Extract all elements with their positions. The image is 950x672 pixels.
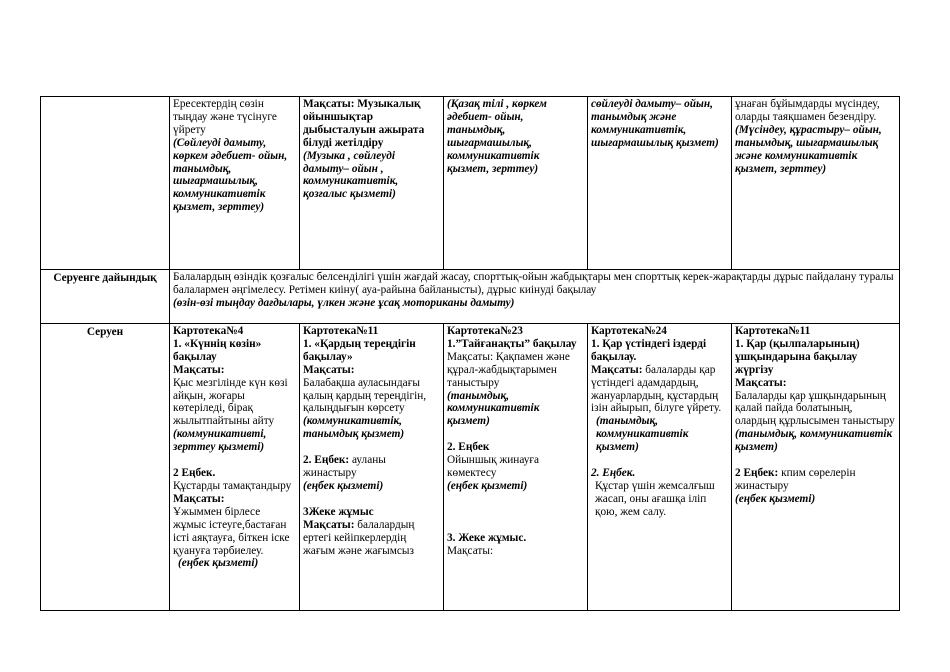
row-label-preparation: Серуенге дайындық [41,270,170,324]
activity-note: (коммуникативтік, танымдық қызмет) [303,415,405,441]
card-number: Картотека№24 [591,325,667,337]
card-title: 1.”Тайғанақты” бақылау [447,337,577,350]
labor-text: Құстарды тамақтандыру [173,479,292,492]
goal-label: Мақсаты: [303,518,355,531]
individual-work-heading: 3. Жеке жұмыс. [447,531,527,544]
row1-label-cell [41,97,170,270]
labor-text: Ойыншық жинауға көмектесу [447,454,540,480]
goal-text: Балаларды қар ұшқындарының қалай пайда болатының, олардың құрлысымен таныстыру [735,389,895,428]
labor-text: ауланы жинастыру [303,454,386,480]
activity-note: (еңбек қызметі) [735,492,816,505]
goal-label: Мақсаты: [591,363,643,376]
row1-cell-6 [732,97,900,270]
activity-note: (танымдық, коммуникативтік қызмет) [447,389,540,428]
cell-activity: сөйлеуді дамыту– ойын, танымдық және коммуникативтік, шығармашылық қызмет) [591,98,719,149]
goal-label: Мақсаты: [173,492,225,505]
labor-heading: 2 Еңбек. [173,467,216,480]
preparation-text: Балалардың өзіндік қозғалыс белсенділігі үшін жағдай жасау, спорттық-ойын жабдықтары мен спорттық керек-жарақтарды дұрыс пайдалану туралы балалармен әңгімелесу. Ретімен киіну( ауа-райына байланысты), дұрыс киінуді бақылау [173,271,894,296]
goal-text: Ұжыммен бірлесе жұмыс істеуге,бастаған істі аяқтауға, біткен іске қуануға тәрбиелеу. [173,505,290,557]
goal-text: Мақсаты: Қақпамен және құрал-жабдықтарымен таныстыру [447,350,570,389]
card-title: 1. «Күннің көзін» бақылау [173,337,262,363]
walk-cell-2 [300,324,444,611]
individual-work-heading: 3Жеке жұмыс [303,505,374,518]
card-title: 1. «Қардың тереңдігін бақылау» [303,337,416,363]
goal-text: Қыс мезгілінде күн көзі айқын, жоғары көтеріледі, бірақ жылытпайтыны айту [173,376,288,428]
card-number: Картотека№11 [303,325,379,337]
preparation-cell [170,270,900,324]
cell-activity: (Мүсіндеу, құрастыру– ойын, танымдық, шығармашылық және коммуникативтік қызмет, зерттеу) [735,123,882,175]
goal-text: балаларды қар үстіндегі адамдардың, жануарлардың, құстардың ізін айырып, білуге үйрету. [591,363,722,415]
row1-cell-4 [444,97,588,270]
card-title: 1. Қар (қылпаларының) ұшқындарына бақылау жүргізу [735,337,860,376]
activity-note: (еңбек қызметі) [303,479,384,492]
activity-note: (еңбек қызметі) [178,557,259,570]
walk-cell-1 [170,324,300,611]
table-row [41,324,900,611]
cell-activity: (Музыка , сөйлеуді дамыту– ойын , коммуникативтік, қозғалыс қызметі) [303,149,399,201]
cell-goal: Мақсаты: Музыкалық ойыншықтар дыбысталуын ажырата білуді жетілдіру [303,98,425,149]
row1-cell-2 [170,97,300,270]
activity-note: (танымдық, коммуникативтік қызмет) [735,428,893,454]
goal-text: Балабақша ауласындағы қалың қардың тереңдігін, қалыңдығын көрсету [303,376,427,415]
row1-cell-3 [300,97,444,270]
plan-table [40,96,900,611]
table-row [41,97,900,270]
activity-note: (коммуникативті, зерттеу қызметі) [173,428,267,454]
goal-text: Мақсаты: [447,544,494,557]
table-row [41,270,900,324]
card-number: Картотека№23 [447,325,523,337]
goal-text: балалардың ертегі кейіпкерлердің жағым және жағымсыз [303,518,415,557]
card-number: Картотека№4 [173,325,244,337]
cell-text: Ересектердің сөзін тыңдау және түсінуге үйрету [173,98,277,136]
activity-note: (танымдық, коммуникативтік қызмет) [596,415,689,454]
goal-label: Мақсаты: [303,363,355,376]
preparation-activity: (өзін-өзі тыңдау дағдылары, үлкен және ұсақ моториканы дамыту) [173,296,515,309]
row-label-walk: Серуен [41,324,170,611]
walk-cell-3 [444,324,588,611]
labor-text: кпим сөрелерін жинастыру [735,467,856,492]
cell-activity: (Сөйлеуді дамыту, көркем әдебиет- ойын, танымдық, шығармашылық, коммуникативтік қызмет, зерттеу) [173,136,288,214]
labor-heading: 2. Еңбек. [591,467,636,480]
cell-text: ұнаған бұйымдарды мүсіндеу, оларды таяқшамен безендіру. [735,98,880,123]
goal-label: Мақсаты: [173,363,225,376]
walk-cell-5 [732,324,900,611]
labor-text: Құстар үшін жемсалғыш жасап, оны ағашқа іліп қою, жем салу. [595,479,715,518]
goal-label: Мақсаты: [735,376,787,389]
card-title: 1. Қар үстіндегі іздерді бақылау. [591,337,707,363]
cell-activity: (Қазақ тілі , көркем әдебиет- ойын, танымдық, шығармашылық, коммуникативтік қызмет, зерттеу) [447,98,547,175]
labor-heading: 2. Еңбек [447,441,490,454]
labor-heading: 2 Еңбек: [735,467,779,480]
row1-cell-5 [588,97,732,270]
card-number: Картотека№11 [735,325,811,337]
activity-note: (еңбек қызметі) [447,479,528,492]
walk-cell-4 [588,324,732,611]
labor-heading: 2. Еңбек: [303,454,350,467]
